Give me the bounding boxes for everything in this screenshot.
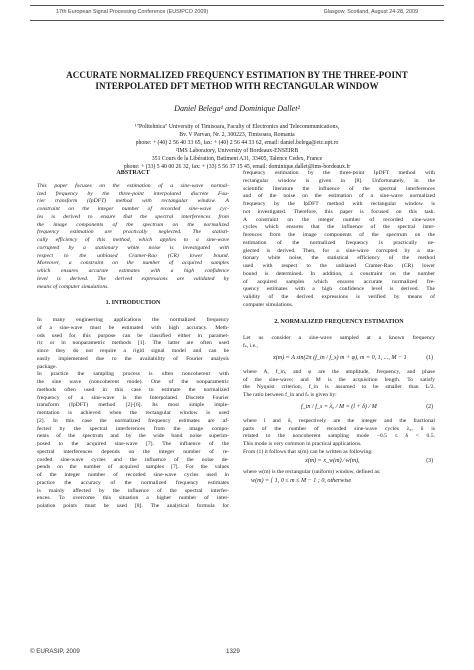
header-location-date: Glasgow, Scotland, August 24-28, 2009	[323, 9, 418, 15]
abstract-line: constraint on the integer number of recorded sine-wave cyc-	[37, 206, 229, 212]
body-line: A constraint on the integer number of recorded sine-wave	[243, 216, 435, 223]
abstract-body	[37, 183, 229, 292]
equation-1-number: (1)	[426, 354, 433, 361]
left-column	[37, 170, 229, 511]
equation-4-expression: w(m) = { 1, 0 ≤ m ≤ M − 1 ; 0, otherwise	[251, 478, 352, 485]
body-line: spectral interferences depends on the integer number of re-	[37, 448, 229, 455]
body-line: posed to the acquired sine-wave [7]. The influence of the	[37, 441, 229, 447]
abstract-line: les is derived to ensure that the spectral interferences from	[37, 213, 229, 220]
body-line: ric or in nonparametric methods [1]. The latter are often used	[37, 340, 229, 347]
body-line: practice the accuracy of the normalized frequency estimates	[37, 479, 229, 486]
body-line: polation points must be used [8]. The analytical formula for	[37, 503, 229, 509]
equation-3-number: (3)	[426, 457, 433, 464]
body-line: package.	[37, 363, 57, 370]
abstract-heading: ABSTRACT	[116, 170, 150, 176]
body-line: of a sine-wave must be estimated with high accuracy. Meth-	[37, 324, 229, 331]
body-line: glected is derived. Then, for a sine-wave corrupted by a sta-	[243, 247, 435, 254]
body-line: where l and δ, respectively are the integer and the fractional	[243, 417, 435, 424]
body-line: rectangular window is given in [8]. Unfortunately, in the	[243, 177, 435, 184]
equation-2-expression: f_in / f_s = λ₀ / M = (l + δ) / M	[301, 403, 377, 410]
body-line: nents of the spectrum and by the wide band noise superim-	[37, 433, 229, 440]
body-line: fₛ, i.e.,	[243, 343, 258, 349]
body-line: easily implemented due to the availability of Fourier analysis	[37, 355, 229, 362]
body-line: frequency estimation by the three-point IpDFT method with	[243, 170, 435, 176]
abstract-line: This paper focuses on the estimation of a sine-wave normal-	[37, 182, 229, 189]
body-line: transform (IpDFT) method [2]-[6]. Its most simple imple-	[37, 402, 229, 409]
affiliation-line: ²IMS Laboratory, University of Bordeaux-ENSEIRB	[175, 148, 299, 155]
right-paragraph-1	[243, 170, 435, 310]
body-line: This mode is very common in practical applications.	[243, 441, 362, 447]
right-paragraph-3	[243, 369, 435, 400]
page-number: 1329	[226, 648, 240, 655]
body-line: frequency by the IpDFT method with rectangular window is	[243, 201, 435, 207]
body-line: ferences from the image components of the spectrum on the	[243, 232, 435, 238]
body-line: where A, f_in, and φ are the amplitude, frequency, and phase	[243, 368, 435, 375]
body-line: ences. To overcome this situation a higher number of inter-	[37, 495, 229, 502]
body-line: the sine wave (noncoherent mode). One of the nonparametric	[37, 379, 229, 385]
body-line: of the sine-wave; and M is the acquisition length. To satisfy	[243, 376, 435, 383]
equation-1	[243, 351, 435, 369]
body-line: cycles which ensures that the influence of the spectral inter-	[243, 224, 435, 231]
affiliation-line: phone: + (33) 5 40 00 26 32, fax: + (33) 5 56 37 15 45, email: dominique.dallet@ims-bordeaux.fr	[123, 164, 351, 171]
body-line: methods often used in this case to estimate the normalized	[37, 386, 229, 393]
running-header	[30, 9, 444, 19]
body-line: used with respect to the unbiased Cramer-Rao (CR) lower	[243, 263, 435, 269]
header-conference: 17th European Signal Processing Conference (EUSIPCO 2009)	[56, 9, 209, 15]
body-line: fected by the spectral interferences from the image compo-	[37, 425, 229, 432]
equation-4	[243, 476, 435, 492]
body-line: of acquired samples which ensures accurate normalized fre-	[243, 278, 435, 285]
page-footer	[30, 648, 444, 658]
abstract-line: corrupted by a stationary white noise is investigated with	[37, 244, 229, 251]
abstract-line: the image components of the spectrum on the normalized	[37, 221, 229, 228]
affiliations	[30, 123, 444, 172]
body-line: The ratio between f_in and fₛ is given by:	[243, 392, 337, 398]
abstract-line: which ensures accurate estimates with a high confidence	[37, 268, 229, 274]
equation-3	[243, 457, 435, 469]
body-line: In many engineering applications the normalized frequency	[37, 317, 229, 323]
header-top-rule	[30, 5, 444, 6]
title-line-1: ACCURATE NORMALIZED FREQUENCY ESTIMATION BY THE THREE-POINT	[66, 70, 408, 80]
equation-3-expression: x(m) = x_w(m) ⁄ w(m),	[305, 457, 360, 464]
body-line: is mainly affected by the influence of the spectral interfer-	[37, 487, 229, 494]
abstract-line: Moreover, a constraint on the number of acquired samples	[37, 260, 229, 267]
equation-2-number: (2)	[426, 403, 433, 410]
body-line: estimation of the normalized frequency is practically ne-	[243, 239, 435, 246]
body-line: where w(m) is the rectangular (uniform) window, defined as:	[243, 468, 381, 475]
body-line: the Nyquist criterion, f_in is assumed to be smaller than fₛ/2.	[243, 384, 435, 391]
body-line: since they do not require a rigid signal model and can be	[37, 348, 229, 354]
body-line: and of the noise on the estimation of a sine-wave normalized	[243, 193, 435, 200]
affiliation-line: Bv. V Parvan, Nr. 2, 300223, Timisoara, Romania	[179, 132, 295, 139]
body-line: pends on the number of acquired samples [7]. For the values	[37, 464, 229, 471]
body-line: corded sine-wave cycles and the influence of the noise de-	[37, 456, 229, 463]
abstract-line: ized frequency by the three-point interpolated discrete Fou-	[37, 190, 229, 197]
title-line-2: INTERPOLATED DFT METHOD WITH RECTANGULAR WINDOW	[95, 81, 379, 92]
body-line: mentation is achieved when the rectangular window is used	[37, 410, 229, 416]
abstract-line: means of computer simulations.	[37, 283, 109, 290]
body-line: not investigated. Therefore, this paper is focused on this task.	[243, 208, 435, 215]
body-line: ods used for this purpose can be classified either in paramet-	[37, 332, 229, 339]
abstract-line: rier transform (IpDFT) method with rectangular window. A	[37, 198, 229, 205]
right-paragraph-2	[243, 335, 435, 351]
abstract-line: respect to the unbiased Cramer-Rao (CR) lower bound.	[37, 252, 229, 259]
equation-2	[243, 400, 435, 418]
body-line: tionary white noise, the statistical efficiency of the method	[243, 255, 435, 262]
abstract-line: frequency estimation are practically neglected. The statisti-	[37, 229, 229, 236]
body-line: validity of the derived expressions is verified by means of	[243, 294, 435, 300]
body-line: frequency of a sine-wave is the Interpolated Discrete Fourier	[37, 394, 229, 401]
intro-paragraph-1	[37, 317, 229, 371]
intro-paragraph-2	[37, 371, 229, 511]
affiliation-line: 351 Cours de la Libération, Batiment A31, 33405, Talence Cedex, France	[151, 156, 323, 163]
section-2-heading: 2. NORMALIZED FREQUENCY ESTIMATION	[274, 318, 404, 325]
body-line: scientific literature the influence of the spectral interferences	[243, 185, 435, 192]
body-line: In practice the sampling process is often noncoherent with	[37, 371, 229, 378]
body-line: From (1) it follows that x(m) can be written as following:	[243, 448, 373, 455]
paper-title	[30, 70, 444, 93]
introduction-heading: 1. INTRODUCTION	[105, 300, 161, 307]
affiliation-line: phone: + (40) 2 56 40 33 65, fax: + (40) 2 56 44 33 62, email: daniel.belega@etc.upt.ro	[135, 140, 339, 147]
body-line: parts of the number of recorded sine-wave cycles λ₀. δ is	[243, 425, 435, 432]
right-paragraph-5	[243, 469, 435, 477]
equation-1-expression: x(m) = A sin(2π (f_in / f_s) m + φ), m = 0, 1, ..., M − 1	[273, 354, 407, 361]
body-line: bound is determined. In addition, a constraint on the number	[243, 270, 435, 277]
body-line: computer simulations.	[243, 301, 294, 308]
right-column	[243, 170, 435, 492]
body-line: [2]. In this case the normalized frequency estimates are af-	[37, 417, 229, 424]
footer-copyright: © EURASIP, 2009	[30, 648, 80, 655]
authors: Daniel Belega¹ and Dominique Dallet²	[174, 104, 300, 113]
right-paragraph-4	[243, 418, 435, 457]
body-line: of the integer number of recorded sine-wave cycles used in	[37, 472, 229, 478]
abstract-line: cally efficiency of this method, which applies to a sine-wave	[37, 237, 229, 243]
body-line: Let us consider a sine-wave sampled at a known frequency	[243, 335, 435, 342]
header-bottom-rule	[30, 20, 444, 21]
body-line: related to the noncoherent sampling mode −0.5 ≤ δ < 0.5.	[243, 433, 435, 440]
affiliation-line: ¹"Politehnica" University of Timisoara, Faculty of Electronics and Telecommunications,	[134, 124, 340, 130]
body-line: quency estimates with a high confidence level is derived. The	[243, 286, 435, 293]
abstract-line: level is derived. The derived expressions are validated by	[37, 275, 229, 282]
